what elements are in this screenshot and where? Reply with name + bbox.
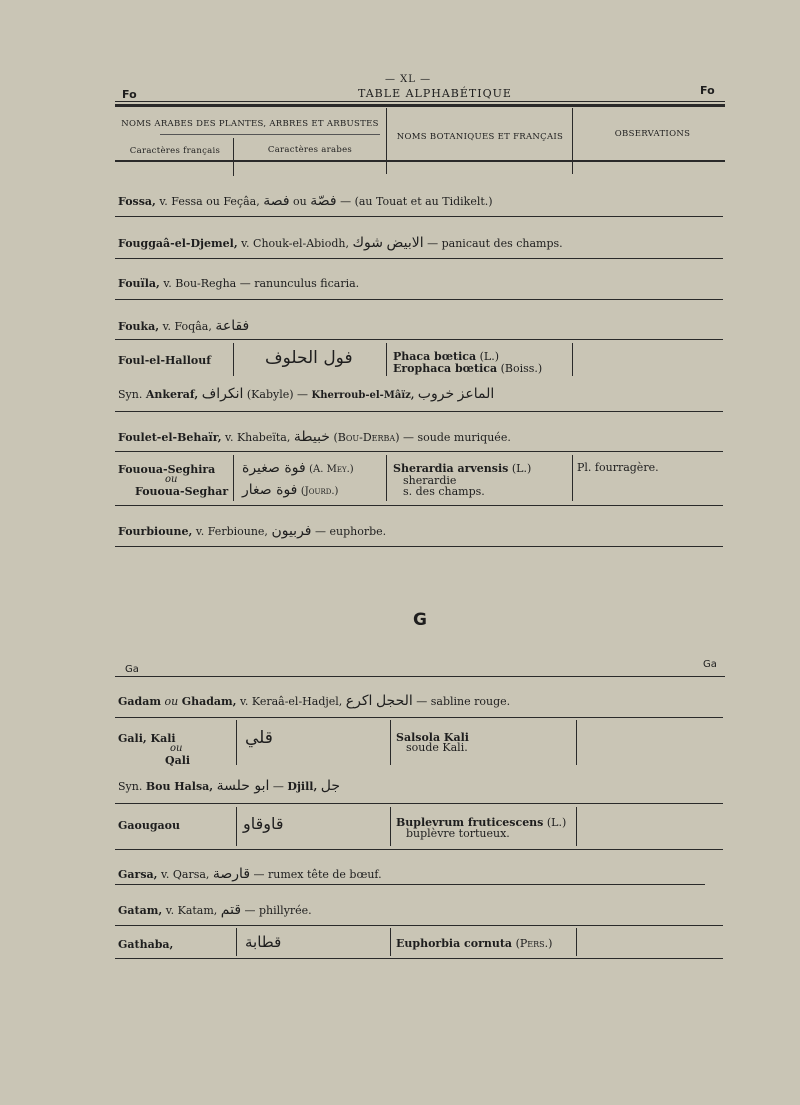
col-divider [236,928,237,956]
fououa-or: ou [165,474,178,485]
entry-bou-halsa: Syn. Bou Halsa, ابو حلسة — Djill, جل [118,778,341,794]
fououa-arabic-2: فوة صغار (Jourd.) [242,482,339,498]
row-rule [115,451,723,452]
col-divider [390,807,391,846]
row-rule [115,216,723,217]
fououa-arabic-1: فوة صغيرة (A. Mey.) [242,460,354,476]
row-rule [115,299,723,300]
col-french-chars: Caractères français [129,146,221,156]
header-left-tag: Fo [122,88,137,101]
gathaba-arabic: قطابة [245,933,282,951]
fououa-observation: Pl. fourragère. [577,461,659,474]
row-rule [115,339,723,340]
foul-botanical-2: Erophaca bœtica (Boiss.) [393,362,543,375]
gathaba-botanical: Euphorbia cornuta (Pers.) [396,937,553,950]
row-rule [115,546,723,547]
col-divider [386,343,387,376]
section-g-left-tag: Ga [125,664,139,675]
row-rule [115,258,723,259]
entry-fossa: Fossa, v. Fessa ou Feçâa, فصة ou فصّة — (au Touat et au Tidikelt.) [118,193,493,209]
fououa-botanical-2: sherardie [403,474,457,487]
entry-ankeraf: Syn. Ankeraf, انكراف (Kabyle) — Kherroub-el-Mâïz, الماعز خروب [118,386,495,402]
col-divider [390,720,391,765]
col-group-rule [160,134,380,135]
entry-gatam: Gatam, v. Katam, قتم — phillyrée. [118,902,312,918]
page-number: — XL — [385,74,432,85]
gaougaou-headword: Gaougaou [118,819,181,832]
row-rule [115,884,705,885]
col-divider [386,455,387,501]
row-rule [115,803,723,804]
section-g-right-tag: Ga [703,659,717,670]
entry-gadam: Gadam ou Ghadam, v. Keraâ-el-Hadjel, الحجل اكرع — sabline rouge. [118,693,511,709]
gaougaou-arabic: قاوقاو [243,814,284,833]
entry-fouka: Fouka, v. Foqâa, فقاعة [118,318,250,334]
col-botanical: NOMS BOTANIQUES ET FRANÇAIS [396,132,564,142]
row-rule [115,849,723,850]
head-rule-thick [115,104,725,107]
head-rule-thin [115,101,725,102]
gali-headword-1: Gali, Kali [118,732,176,745]
head-bottom-rule [115,160,725,162]
gathaba-headword: Gathaba, [118,938,174,951]
col-divider [572,343,573,376]
gali-or: ou [170,743,183,754]
foul-botanical-1: Phaca bœtica (L.) [393,350,500,363]
foul-arabic: فول الحلوف [265,348,353,368]
page-title: TABLE ALPHABÉTIQUE [358,87,512,100]
gali-arabic: قلي [245,728,273,748]
col-divider [576,720,577,765]
col-divider [390,928,391,956]
entry-foulet: Foulet-el-Behaïr, v. Khabeïta, خبيطة (Bou-Derba) — soude muriquée. [118,429,511,445]
col-divider [233,343,234,376]
col-divider [572,108,573,174]
col-observations: OBSERVATIONS [614,129,691,139]
fououa-botanical-1: Sherardia arvensis (L.) [393,462,532,475]
entry-fouggaa: Fouggaâ-el-Djemel, v. Chouk-el-Abiodh, الابيض شوك — panicaut des champs. [118,235,563,251]
col-divider [572,455,573,501]
col-arabic-chars: Caractères arabes [267,145,353,155]
entry-foul: Foul-el-Hallouf [118,354,211,367]
row-rule [115,925,723,926]
entry-garsa: Garsa, v. Qarsa, قارصة — rumex tête de bœuf. [118,866,382,882]
col-divider [576,807,577,846]
gali-headword-2: Qali [165,754,191,767]
col-divider [576,928,577,956]
entry-fouila: Fouïla, v. Bou-Regha — ranunculus ficaria. [118,277,360,290]
gaougaou-botanical-2: buplèvre tortueux. [406,827,510,840]
fououa-botanical-3: s. des champs. [403,485,485,498]
row-rule [115,505,723,506]
col-divider [236,807,237,846]
gali-botanical-2: soude Kali. [406,741,468,754]
col-divider [233,138,234,176]
section-letter-g: G [413,610,427,630]
col-group-title: NOMS ARABES DES PLANTES, ARBRES ET ARBUSTES [121,119,379,129]
fououa-headword-1: Fououa-Seghira [118,463,216,476]
header-right-tag: Fo [700,84,715,97]
row-rule [115,958,723,959]
col-divider [233,455,234,501]
row-rule [115,717,723,718]
gali-botanical-1: Salsola Kali [396,731,469,744]
row-rule [115,411,723,412]
col-divider [236,720,237,765]
entry-fourbioune: Fourbioune, v. Ferbioune, فربيون — euphorbe. [118,523,387,539]
fououa-headword-2: Fououa-Seghar [135,485,229,498]
section-rule [115,676,725,677]
gaougaou-botanical-1: Buplevrum fruticescens (L.) [396,816,567,829]
col-divider [386,108,387,174]
